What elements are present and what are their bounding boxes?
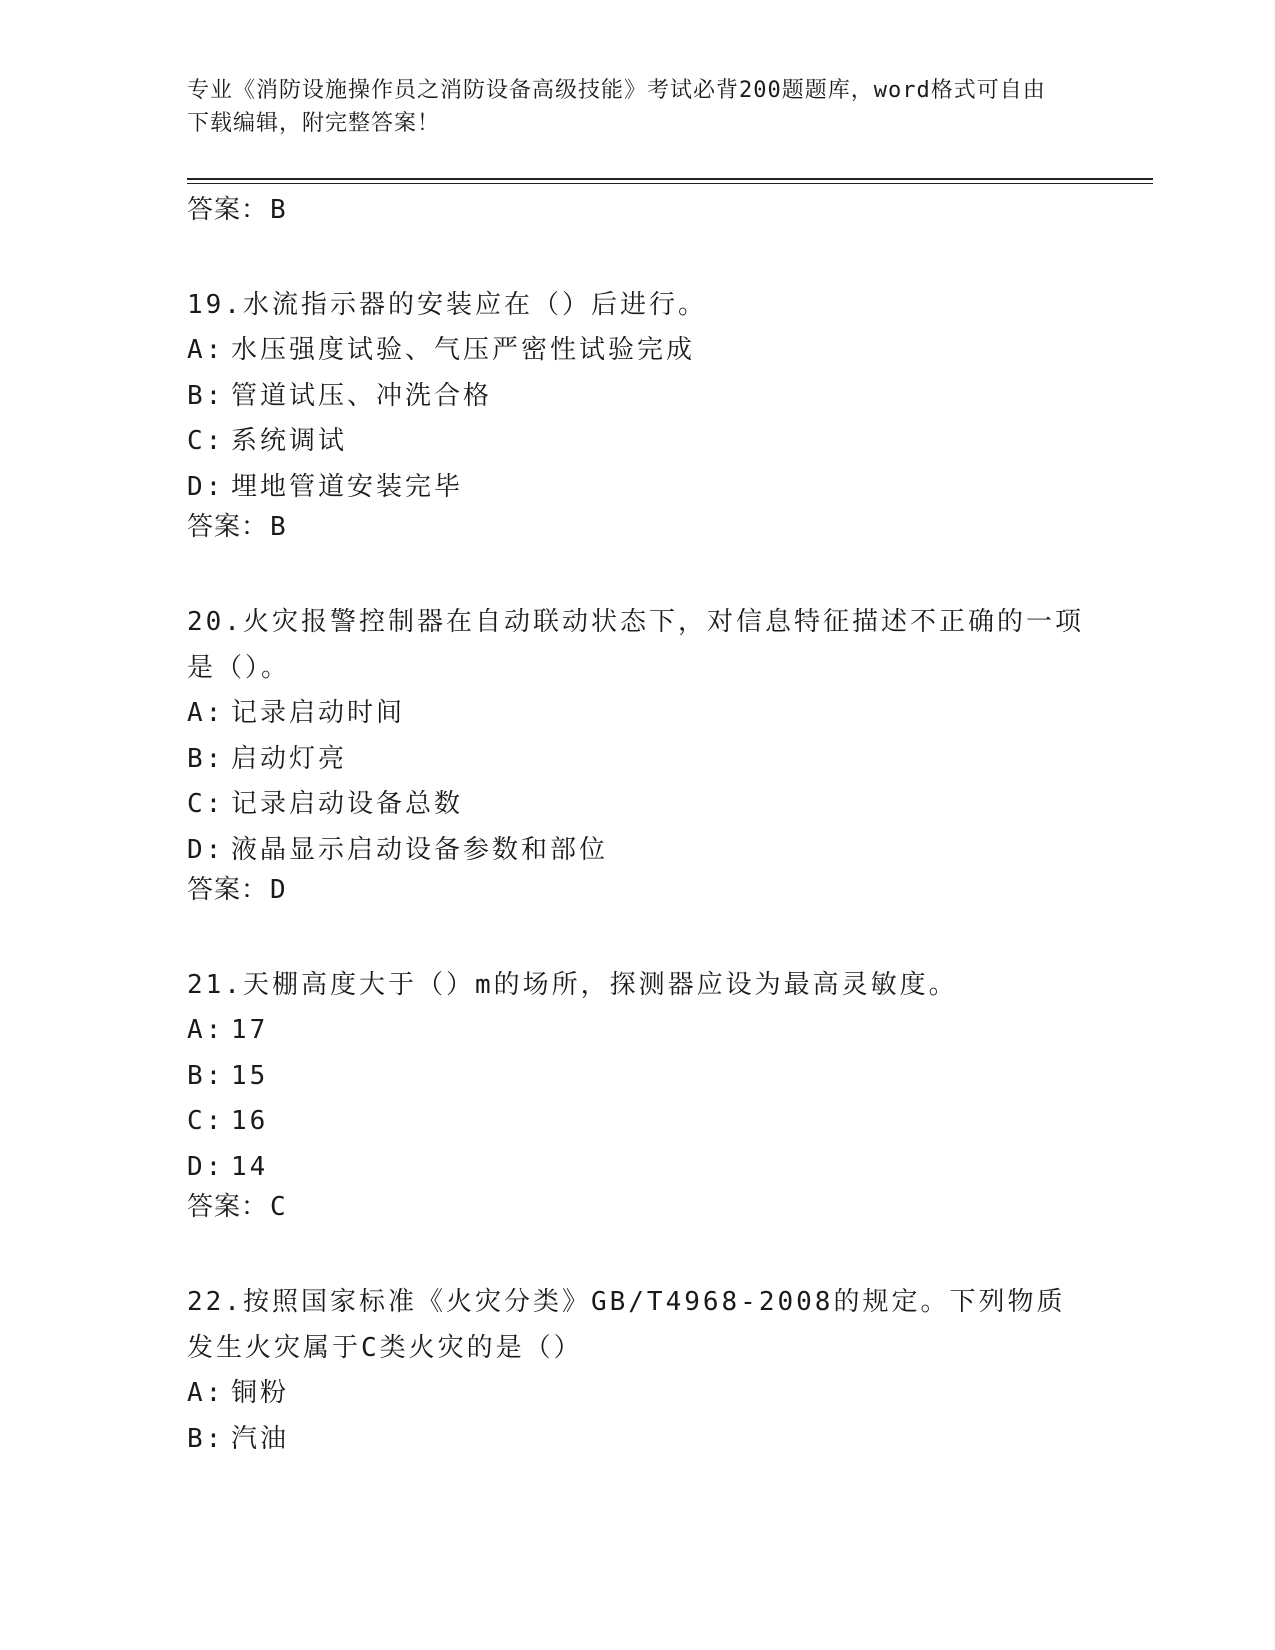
option-a — [187, 691, 1087, 737]
question-list — [187, 193, 1087, 1462]
option-text: 水压强度试验、气压严密性试验完成 — [231, 335, 696, 365]
spacer — [187, 227, 1087, 282]
question-stem: 22.按照国家标准《火灾分类》GB/T4968-2008的规定。下列物质发生火灾属于C类火灾的是（） — [187, 1287, 1066, 1363]
option-key: C: — [187, 789, 225, 819]
option-c — [187, 419, 1087, 465]
answer-value: D — [270, 875, 287, 905]
option-text: 记录启动时间 — [231, 698, 406, 728]
option-text: 记录启动设备总数 — [231, 789, 464, 819]
option-text: 管道试压、冲洗合格 — [231, 380, 493, 411]
option-text: 铜粉 — [231, 1378, 290, 1408]
option-a — [187, 328, 1087, 374]
option-text: 14 — [231, 1151, 269, 1182]
option-b — [187, 374, 1087, 420]
spacer — [187, 907, 1087, 962]
option-key: B: — [187, 743, 225, 774]
answer-value: B — [270, 195, 287, 225]
option-a — [187, 1371, 1087, 1417]
option-key: A: — [187, 698, 225, 728]
spacer — [187, 544, 1087, 599]
option-text: 系统调试 — [231, 426, 348, 456]
question-stem: 21.天棚高度大于（）m的场所，探测器应设为最高灵敏度。 — [187, 970, 958, 1000]
answer-label: 答案： — [187, 195, 269, 225]
spacer — [187, 1224, 1087, 1279]
option-text: 汽油 — [231, 1423, 290, 1454]
option-key: B: — [187, 380, 225, 411]
header-divider — [187, 178, 1153, 180]
answer-line — [187, 1190, 1087, 1224]
option-key: D: — [187, 1151, 225, 1182]
option-key: B: — [187, 1423, 225, 1454]
question-stem: 20.火灾报警控制器在自动联动状态下，对信息特征描述不正确的一项是（）。 — [187, 607, 1084, 683]
option-key: A: — [187, 335, 225, 365]
answer-label: 答案： — [187, 512, 269, 542]
answer-value: B — [270, 512, 287, 542]
option-d — [187, 465, 1087, 511]
option-b — [187, 737, 1087, 783]
answer-line — [187, 873, 1087, 907]
option-key: B: — [187, 1060, 225, 1091]
option-key: D: — [187, 834, 225, 865]
option-d — [187, 1145, 1087, 1191]
option-key: D: — [187, 471, 225, 502]
answer-label: 答案： — [187, 875, 269, 905]
answer-value: C — [270, 1192, 287, 1222]
option-text: 17 — [231, 1015, 269, 1045]
option-text: 15 — [231, 1060, 269, 1091]
option-text: 液晶显示启动设备参数和部位 — [231, 834, 609, 865]
document-header: 专业《消防设施操作员之消防设备高级技能》考试必背200题题库，word格式可自由下载编辑，附完整答案！ — [187, 78, 1046, 136]
option-b — [187, 1417, 1087, 1463]
option-text: 埋地管道安装完毕 — [231, 471, 464, 502]
option-c — [187, 1099, 1087, 1145]
option-key: C: — [187, 1106, 225, 1136]
question-stem: 19.水流指示器的安装应在（）后进行。 — [187, 290, 707, 320]
option-text: 16 — [231, 1106, 269, 1136]
option-c — [187, 782, 1087, 828]
header-divider-thin — [187, 183, 1153, 184]
option-key: A: — [187, 1015, 225, 1045]
option-a — [187, 1008, 1087, 1054]
option-d — [187, 828, 1087, 874]
option-text: 启动灯亮 — [231, 743, 348, 774]
option-key: A: — [187, 1378, 225, 1408]
option-b — [187, 1054, 1087, 1100]
answer-line — [187, 193, 1087, 227]
answer-label: 答案： — [187, 1192, 269, 1222]
option-key: C: — [187, 426, 225, 456]
answer-line — [187, 510, 1087, 544]
